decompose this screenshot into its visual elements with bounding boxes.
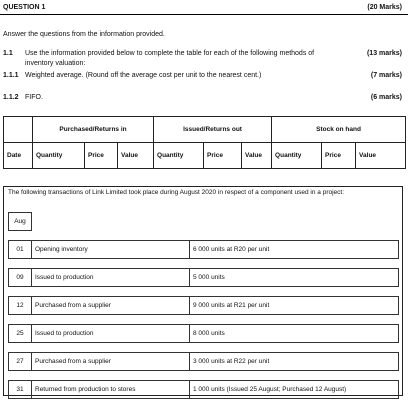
- group-issued-returns-out: Issued/Returns out: [154, 117, 272, 143]
- question-total-marks: (20 Marks): [367, 4, 402, 11]
- inventory-card-table: [3, 116, 406, 169]
- transaction-day: 31: [9, 381, 32, 399]
- transaction-row: [9, 381, 399, 399]
- col-date: Date: [4, 143, 33, 169]
- transaction-row: [9, 325, 399, 343]
- transaction-detail: 1 000 units (Issued 25 August; Purchased 12 August): [190, 381, 399, 399]
- transaction-detail: 8 000 units: [190, 325, 399, 343]
- instructions: Answer the questions from the information provided.: [3, 31, 165, 38]
- title-divider: [0, 14, 408, 15]
- col-out-value: Value: [242, 143, 272, 169]
- transaction-detail: 6 000 units at R20 per unit: [190, 241, 399, 259]
- transaction-description: Opening inventory: [32, 241, 190, 259]
- transaction-day: 01: [9, 241, 32, 259]
- question-title: QUESTION 1: [3, 4, 46, 11]
- transaction-detail: 5 000 units: [190, 269, 399, 287]
- month-cell: Aug: [9, 213, 32, 231]
- blank-cell: [32, 213, 190, 231]
- group-purchased-returns-in: Purchased/Returns in: [33, 117, 154, 143]
- transaction-description: Returned from production to stores: [32, 381, 190, 399]
- col-in-value: Value: [118, 143, 154, 169]
- col-in-price: Price: [85, 143, 118, 169]
- q112-number: 1.1.2: [3, 94, 19, 101]
- transaction-day: 25: [9, 325, 32, 343]
- transaction-row: [9, 269, 399, 287]
- q112-text: FIFO.: [25, 94, 43, 101]
- transaction-row: [9, 353, 399, 371]
- header-blank-cell: [4, 117, 33, 143]
- q112-marks: (6 marks): [370, 94, 402, 101]
- col-out-price: Price: [204, 143, 242, 169]
- transaction-description: Issued to production: [32, 269, 190, 287]
- transaction-row: [9, 241, 399, 259]
- q111-marks: (7 marks): [370, 72, 402, 79]
- transaction-row: [9, 297, 399, 315]
- transaction-day: 09: [9, 269, 32, 287]
- col-stock-price: Price: [322, 143, 356, 169]
- transaction-detail: 9 000 units at R21 per unit: [190, 297, 399, 315]
- q11-text-line1: Use the information provided below to complete the table for each of the following methods of: [25, 50, 315, 57]
- transaction-detail: 3 000 units at R22 per unit: [190, 353, 399, 371]
- col-stock-quantity: Quantity: [272, 143, 322, 169]
- col-out-quantity: Quantity: [154, 143, 204, 169]
- transactions-intro: The following transactions of Link Limited took place during August 2020 in respect of a component used in a project:: [8, 189, 345, 196]
- transaction-description: Purchased from a supplier: [32, 353, 190, 371]
- transactions-table: [8, 212, 399, 399]
- q11-marks: (13 marks): [366, 50, 402, 57]
- col-in-quantity: Quantity: [33, 143, 85, 169]
- q111-text: Weighted average. (Round off the average cost per unit to the nearest cent.): [25, 72, 262, 79]
- q11-text-line2: inventory valuation:: [25, 60, 86, 67]
- blank-cell: [190, 213, 399, 231]
- q11-number: 1.1: [3, 50, 13, 57]
- q111-number: 1.1.1: [3, 72, 19, 79]
- transaction-day: 12: [9, 297, 32, 315]
- col-stock-value: Value: [356, 143, 406, 169]
- transaction-description: Purchased from a supplier: [32, 297, 190, 315]
- group-stock-on-hand: Stock on hand: [272, 117, 406, 143]
- transaction-description: Issued to production: [32, 325, 190, 343]
- transaction-day: 27: [9, 353, 32, 371]
